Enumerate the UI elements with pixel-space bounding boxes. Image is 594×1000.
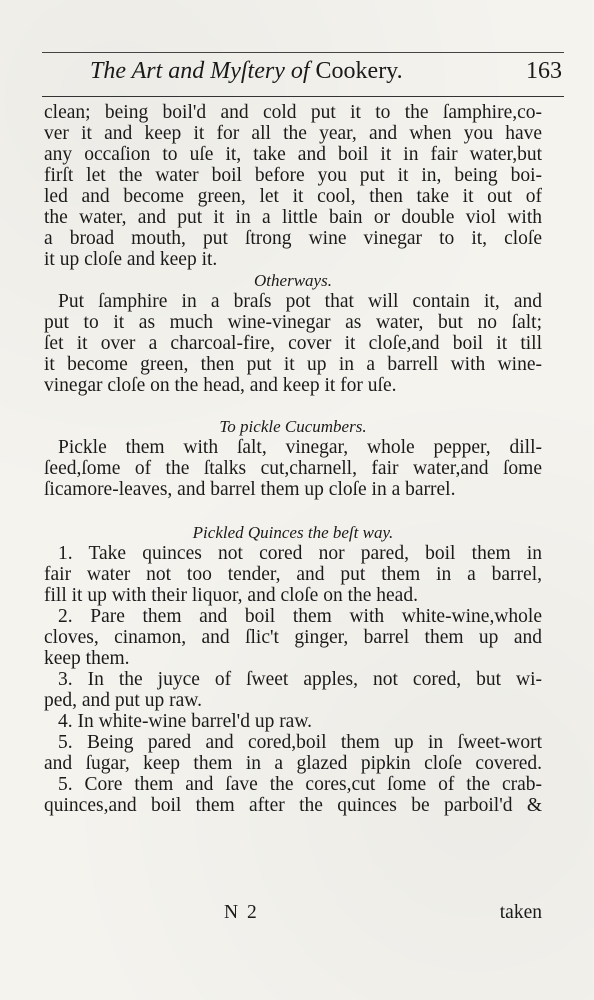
head-rule — [42, 96, 564, 97]
text-line: clean; being boil'd and cold put it to the ſamphire,co- — [44, 102, 542, 123]
text-line: ver it and keep it for all the year, and when you have — [44, 123, 542, 144]
text-line: 3. In the juyce of ſweet apples, not cored, but wi- — [58, 669, 542, 690]
body-text — [44, 102, 542, 816]
text-line: cloves, cinamon, and ſlic't ginger, barrel them up and — [44, 627, 542, 648]
text-line: ſicamore-leaves, and barrel them up cloſe in a barrel. — [44, 479, 456, 500]
top-rule — [42, 52, 564, 53]
text-line: keep them. — [44, 648, 130, 669]
text-line: quinces,and boil them after the quinces be parboil'd & — [44, 795, 542, 816]
heading-otherways: Otherways. — [254, 271, 332, 290]
running-title — [90, 58, 403, 85]
signature-mark: N 2 — [224, 902, 259, 923]
running-title-roman: Cookery. — [309, 58, 403, 84]
text-line: ped, and put up raw. — [44, 690, 202, 711]
text-line: any occaſion to uſe it, take and boil it in fair water,but — [44, 144, 542, 165]
text-line: led and become green, let it cool, then take it out of — [44, 186, 542, 207]
text-line: ſet it over a charcoal-fire, cover it cloſe,and boil it till — [44, 333, 542, 354]
text-line: fill it up with their liquor, and cloſe on the head. — [44, 585, 418, 606]
text-line: and ſugar, keep them in a glazed pipkin cloſe covered. — [44, 753, 542, 774]
text-line: firſt let the water boil before you put it in, being boi- — [44, 165, 542, 186]
page-footer — [44, 902, 542, 926]
text-line: the water, and put it in a little bain or double viol with — [44, 207, 542, 228]
paragraph-quinces — [44, 543, 542, 816]
text-line: it become green, then put it up in a barrell with wine- — [44, 354, 542, 375]
heading-cucumbers: To pickle Cucumbers. — [219, 417, 367, 436]
text-line: put to it as much wine-vinegar as water, but no ſalt; — [44, 312, 542, 333]
paragraph-otherways — [44, 291, 542, 396]
catchword: taken — [499, 902, 542, 923]
text-line: a broad mouth, put ſtrong wine vinegar to it, cloſe — [44, 228, 542, 249]
text-line: 2. Pare them and boil them with white-wine,whole — [58, 606, 542, 627]
text-line: fair water not too tender, and put them in a barrel, — [44, 564, 542, 585]
running-title-italic: The Art and Myſtery of — [90, 58, 310, 84]
text-line: 5. Core them and ſave the cores,cut ſome of the crab- — [58, 774, 542, 795]
heading-quinces: Pickled Quinces the beſt way. — [192, 523, 394, 542]
paragraph-cucumbers — [44, 437, 542, 500]
text-line: ſeed,ſome of the ſtalks cut,charnell, fair water,and ſome — [44, 458, 542, 479]
text-line: it up cloſe and keep it. — [44, 249, 218, 270]
text-line: Pickle them with ſalt, vinegar, whole pepper, dill- — [58, 437, 542, 458]
running-head — [42, 58, 564, 94]
paragraph-samphire-end — [44, 102, 542, 270]
text-line: Put ſamphire in a braſs pot that will contain it, and — [58, 291, 542, 312]
page-number: 163 — [526, 58, 562, 84]
text-line: vinegar cloſe on the head, and keep it for uſe. — [44, 375, 397, 396]
text-line: 4. In white-wine barrel'd up raw. — [58, 711, 313, 732]
text-line: 1. Take quinces not cored nor pared, boil them in — [58, 543, 542, 564]
text-line: 5. Being pared and cored,boil them up in ſweet-wort — [58, 732, 542, 753]
